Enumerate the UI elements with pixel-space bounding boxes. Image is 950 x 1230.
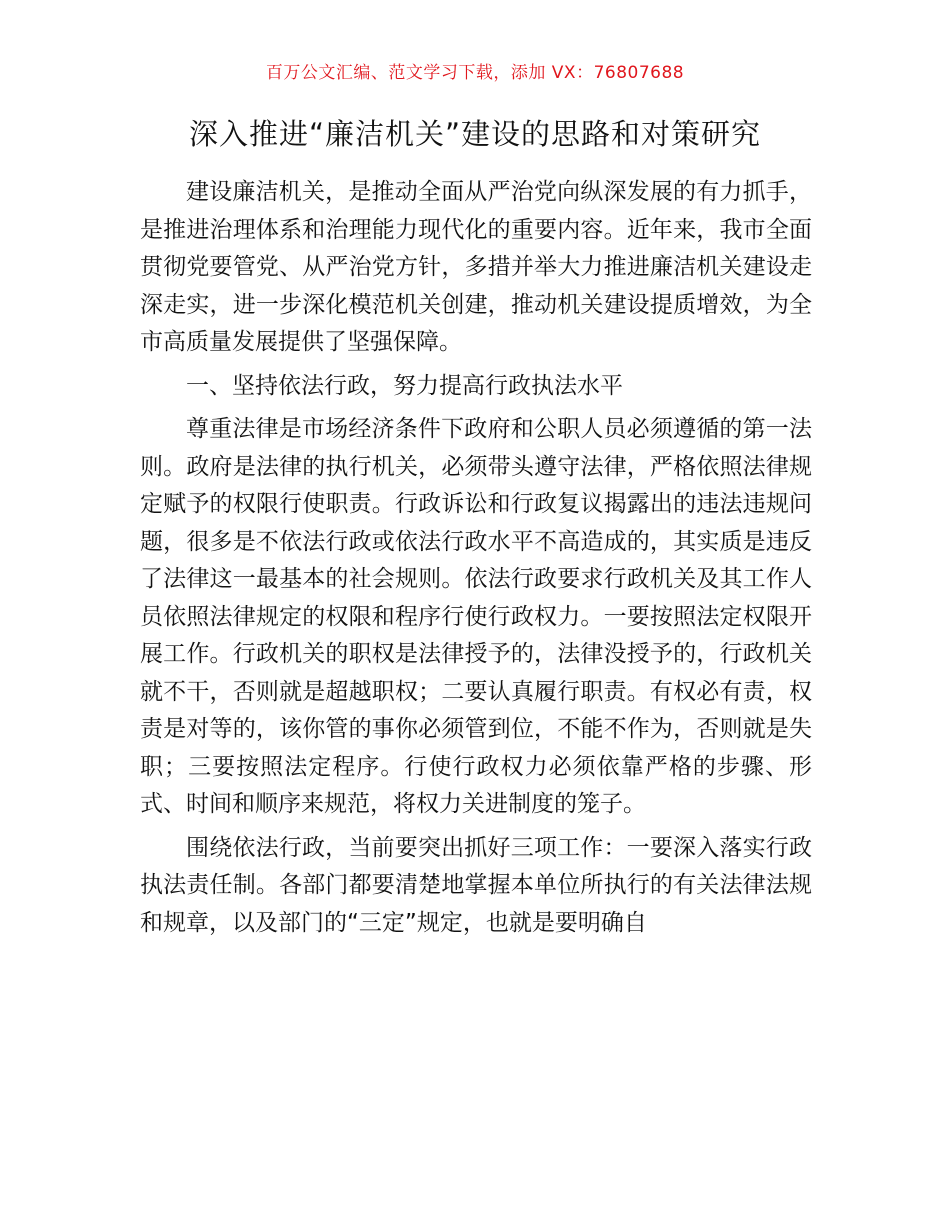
document-body	[140, 174, 812, 942]
document-title: 深入推进“廉洁机关”建设的思路和对策研究	[188, 117, 762, 151]
paragraph-intro: 建设廉洁机关，是推动全面从严治党向纵深发展的有力抓手，是推进治理体系和治理能力现代化的重要内容。近年来，我市全面贯彻党要管党、从严治党方针，多措并举大力推进廉洁机关建设走深走实，进一步深化模范机关创建，推动机关建设提质增效，为全市高质量发展提供了坚强保障。	[140, 179, 812, 355]
paragraph-tasks: 围绕依法行政，当前要突出抓好三项工作：一要深入落实行政执法责任制。各部门都要清楚地掌握本单位所执行的有关法律法规和规章，以及部门的“三定”规定，也就是要明确自	[140, 834, 812, 936]
section-heading-1: 一、坚持依法行政，努力提高行政执法水平	[186, 372, 623, 399]
paragraph-law: 尊重法律是市场经济条件下政府和公职人员必须遵循的第一法则。政府是法律的执行机关，必须带头遵守法律，严格依照法律规定赋予的权限行使职责。行政诉讼和行政复议揭露出的违法违规问题，很多是不依法行政或依法行政水平不高造成的，其实质是违反了法律这一最基本的社会规则。依法行政要求行政机关及其工作人员依照法律规定的权限和程序行使行政权力。一要按照法定权限开展工作。行政机关的职权是法律授予的，法律没授予的，行政机关就不干，否则就是超越职权；二要认真履行职责。有权必有责，权责是对等的，该你管的事你必须管到位，不能不作为，否则就是失职；三要按照法定程序。行使行政权力必须依靠严格的步骤、形式、时间和顺序来规范，将权力关进制度的笼子。	[140, 416, 812, 817]
header-watermark: 百万公文汇编、范文学习下载，添加 VX：76807688	[265, 63, 685, 83]
